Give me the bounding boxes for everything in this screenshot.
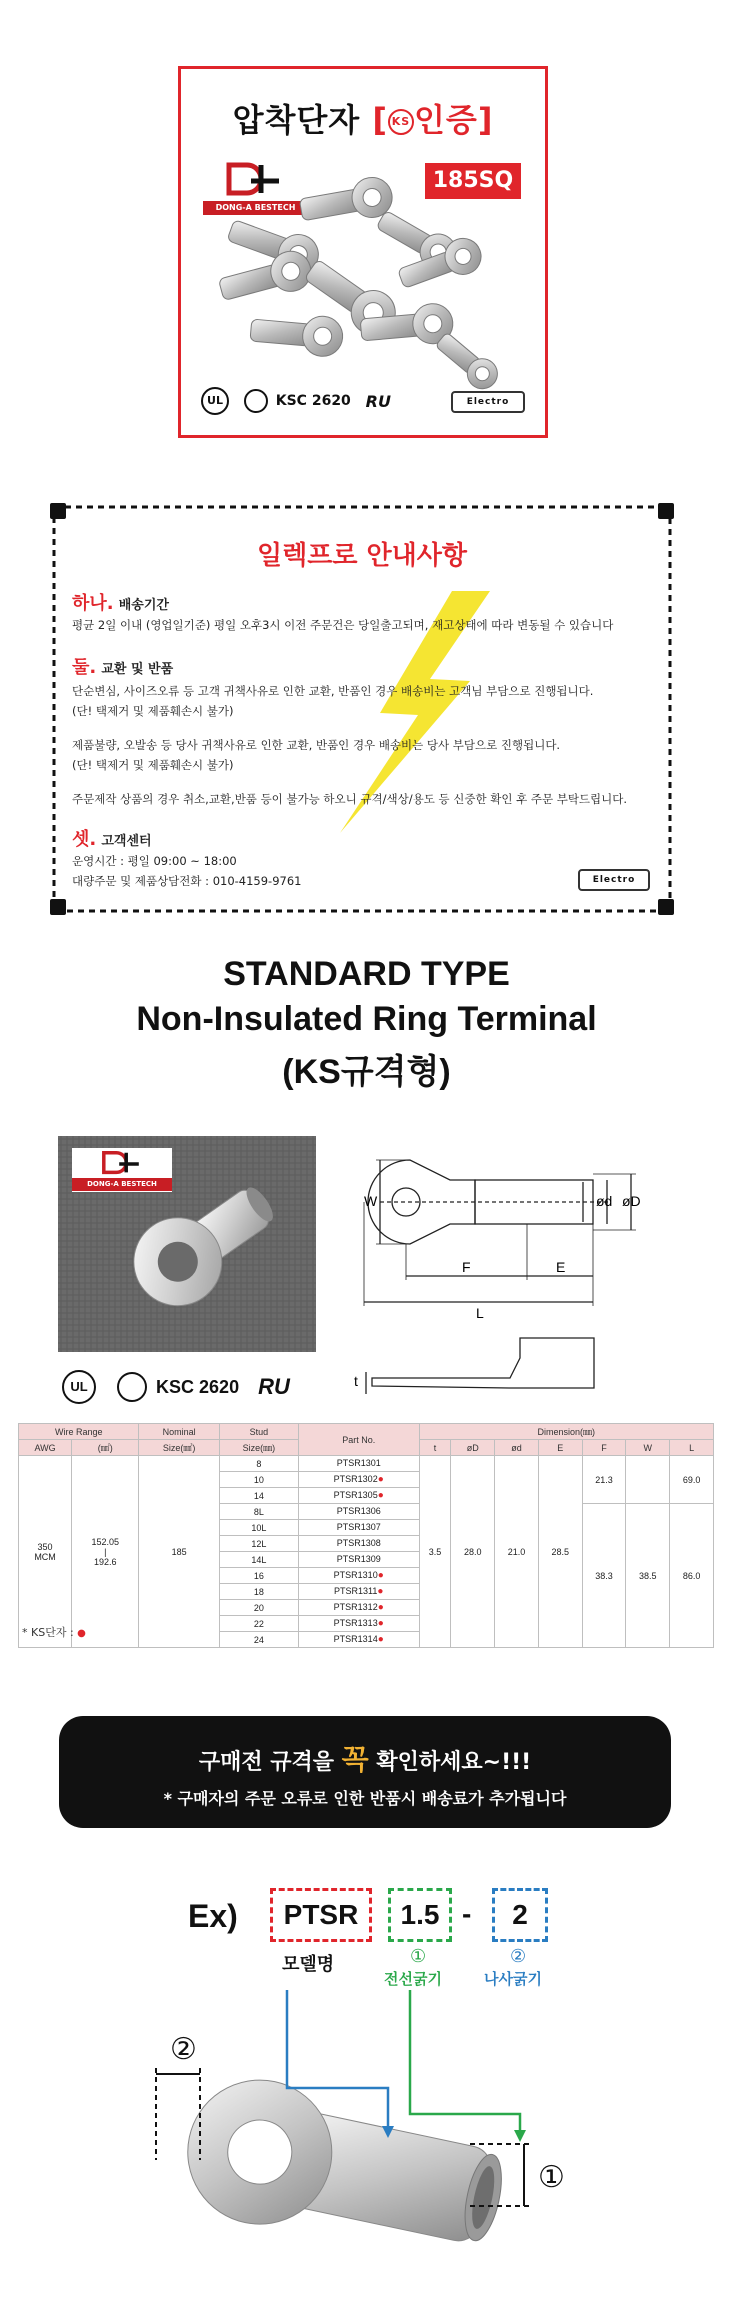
cell-F-2: 38.3: [582, 1504, 626, 1648]
cell-F-1: 21.3: [582, 1456, 626, 1504]
ul-icon: UL: [62, 1370, 96, 1404]
screw-caption: 나사굵기: [484, 1970, 542, 1988]
cell-D: 28.0: [451, 1456, 495, 1648]
electro-battery-tag: Electro: [451, 391, 525, 413]
cell-stud: 24: [219, 1632, 298, 1648]
cell-L-2: 86.0: [670, 1504, 714, 1648]
technical-drawing: [354, 1140, 660, 1410]
product-photo: [58, 1136, 316, 1352]
dim-w-label: W: [364, 1193, 378, 1209]
ks-dot: ●: [377, 1634, 384, 1645]
part-no-text: PTSR1306: [336, 1506, 381, 1516]
section2-line5: 주문제작 상품의 경우 취소,교환,반품 등이 불가능 하오니 규격/색상/용도 등 신중한 확인 후 주문 부탁드립니다.: [72, 792, 628, 806]
cell-stud: 10: [219, 1472, 298, 1488]
heading-ks: (KS규격형): [282, 1053, 451, 1091]
heading-ring-terminal: Non-Insulated Ring Terminal: [136, 1000, 597, 1038]
banner-pre: 구매전 규격을: [198, 1750, 334, 1775]
section3-line1: 운영시간 : 평일 09:00 ~ 18:00: [72, 854, 237, 868]
banner-line2: * 구매자의 주문 오류로 인한 반품시 배송료가 추가됩니다: [163, 1789, 567, 1808]
photo-logo: [72, 1148, 172, 1192]
part-no-text: PTSR1301: [336, 1458, 381, 1468]
cell-stud: 10L: [219, 1520, 298, 1536]
section1-sub: 배송기간: [118, 598, 169, 613]
notice-section-3: [72, 825, 152, 851]
dim-t-label: t: [354, 1373, 358, 1389]
ks-dot: ●: [377, 1570, 384, 1581]
screw-box: 2: [492, 1888, 548, 1942]
cell-part-no: [298, 1488, 419, 1504]
size-badge: 185SQ: [425, 163, 521, 199]
cert-ks-label: KSC 2620: [275, 393, 351, 409]
spec-body: [19, 1456, 714, 1648]
part-no-text: PTSR1314: [333, 1634, 378, 1644]
cell-stud: 14: [219, 1488, 298, 1504]
th-D: øD: [451, 1440, 495, 1456]
section3-head: 셋.: [72, 829, 97, 850]
th-nominal: Nominal: [139, 1424, 219, 1440]
brand-name: DONG-A BESTECH: [203, 201, 308, 215]
section3-line2: 대량주문 및 제품상담전화 : 010-4159-9761: [72, 874, 302, 888]
ex-label: Ex): [188, 1898, 238, 1934]
banner-post: 확인하세요~!!!: [376, 1750, 532, 1775]
cell-part-no: [298, 1456, 419, 1472]
product-cert-ks: KSC 2620: [156, 1376, 240, 1397]
cell-part-no: [298, 1552, 419, 1568]
notice-battery-tag: Electro: [578, 869, 650, 891]
ks-dot: ●: [377, 1490, 384, 1501]
th-E: E: [538, 1440, 582, 1456]
ks-dot: ●: [377, 1474, 384, 1485]
model-caption: 모델명: [282, 1954, 335, 1975]
cell-stud: 20: [219, 1600, 298, 1616]
screw-number: ②: [510, 1946, 527, 1967]
th-part-no: Part No.: [298, 1424, 419, 1456]
ks-dot: ●: [377, 1618, 384, 1629]
th-stud: Stud: [219, 1424, 298, 1440]
product-cert-row: [62, 1370, 290, 1406]
banner-line1: [59, 1738, 671, 1778]
da-logo-icon: [225, 161, 285, 201]
table-row: [19, 1456, 714, 1472]
dim-E-label: E: [556, 1259, 566, 1275]
diameter-marker-2: ②: [170, 2032, 197, 2067]
wire-caption: 전선굵기: [384, 1970, 442, 1988]
cell-part-no: [298, 1616, 419, 1632]
section1-head: 하나.: [72, 593, 114, 614]
ks-icon: [244, 389, 268, 413]
part-no-text: PTSR1302: [333, 1474, 378, 1484]
part-no-text: PTSR1305: [333, 1490, 378, 1500]
th-stud-size: Size(㎜): [219, 1440, 298, 1456]
notice-section-2: [72, 653, 173, 679]
model-box: PTSR: [270, 1888, 372, 1942]
cell-part-no: [298, 1504, 419, 1520]
cell-stud: 16: [219, 1568, 298, 1584]
section2-head: 둘.: [72, 657, 97, 678]
ks-icon: [117, 1372, 147, 1402]
hero-title: [181, 95, 545, 141]
th-d: ød: [495, 1440, 539, 1456]
hero-title-ks: 인증: [413, 101, 478, 139]
ks-dot: ●: [377, 1602, 384, 1613]
cell-stud: 18: [219, 1584, 298, 1600]
cell-W-1: [626, 1456, 670, 1504]
wire-box: 1.5: [388, 1888, 452, 1942]
cell-stud: 14L: [219, 1552, 298, 1568]
cell-part-no: [298, 1568, 419, 1584]
notice-box: [50, 503, 674, 915]
cell-stud: 8: [219, 1456, 298, 1472]
hero-title-main: 압착단자: [232, 101, 361, 139]
cell-mm2: 152.05 | 192.6: [72, 1456, 139, 1648]
th-nominal-size: Size(㎟): [139, 1440, 219, 1456]
hero-bracket-open: [: [372, 101, 388, 139]
spec-table: [18, 1423, 714, 1648]
th-F: F: [582, 1440, 626, 1456]
hero-card: [178, 66, 548, 438]
cell-part-no: [298, 1600, 419, 1616]
cell-stud: 8L: [219, 1504, 298, 1520]
part-no-text: PTSR1312: [333, 1602, 378, 1612]
cell-part-no: [298, 1632, 419, 1648]
section2-line4: (단! 택제거 및 제품훼손시 불가): [72, 758, 234, 772]
th-mm2: (㎟): [72, 1440, 139, 1456]
example-drawing: [140, 1990, 600, 2310]
part-no-text: PTSR1309: [336, 1554, 381, 1564]
cell-d: 21.0: [495, 1456, 539, 1648]
cell-E: 28.5: [538, 1456, 582, 1648]
dim-D-label: øD: [622, 1193, 641, 1209]
part-no-text: PTSR1313: [333, 1618, 378, 1628]
ru-icon: RU: [365, 391, 391, 411]
ks-circle-icon: KS: [388, 109, 414, 135]
cell-W-2: 38.5: [626, 1504, 670, 1648]
part-no-text: PTSR1311: [334, 1586, 378, 1596]
part-no-text: PTSR1308: [336, 1538, 381, 1548]
th-awg: AWG: [19, 1440, 72, 1456]
section2-sub: 교환 및 반품: [101, 662, 174, 677]
ks-note-dot: ●: [77, 1628, 86, 1639]
dim-d-label: ød: [596, 1193, 613, 1209]
notice-section-1: [72, 589, 169, 615]
ex-dash: -: [462, 1898, 472, 1929]
notice-title: 일렉프로 안내사항: [257, 541, 467, 571]
ks-dot: ●: [377, 1586, 384, 1597]
hero-bracket-close: ]: [477, 101, 494, 139]
part-no-text: PTSR1307: [336, 1522, 381, 1532]
th-dimension: Dimension(㎜): [419, 1424, 713, 1440]
section1-line1: 평균 2일 이내 (영업일기준) 평일 오후3시 이전 주문건은 당일출고되며, 재고상태에 따라 변동될 수 있습니다: [72, 618, 614, 632]
cell-awg: 350 MCM: [19, 1456, 72, 1648]
section2-line1: 단순변심, 사이즈오류 등 고객 귀책사유로 인한 교환, 반품인 경우 배송비는 고객님 부담으로 진행됩니다.: [72, 684, 594, 698]
ks-note: [22, 1624, 86, 1640]
th-wire-range: Wire Range: [19, 1424, 139, 1440]
warning-banner: [59, 1716, 671, 1828]
heading-standard-type: STANDARD TYPE: [223, 955, 510, 993]
cell-part-no: [298, 1536, 419, 1552]
section3-sub: 고객센터: [101, 834, 152, 849]
cell-stud: 12L: [219, 1536, 298, 1552]
banner-em: 꼭: [341, 1743, 369, 1776]
ul-icon: UL: [201, 387, 229, 415]
cell-part-no: [298, 1472, 419, 1488]
part-no-text: PTSR1310: [333, 1570, 378, 1580]
th-W: W: [626, 1440, 670, 1456]
ru-icon: RU: [258, 1374, 290, 1399]
cell-part-no: [298, 1520, 419, 1536]
cell-part-no: [298, 1584, 419, 1600]
terminals-photo: [211, 199, 521, 379]
ks-note-label: * KS단자 :: [22, 1626, 74, 1639]
wire-number: ①: [410, 1946, 427, 1967]
diameter-marker-1: ①: [538, 2160, 565, 2195]
section2-line2: (단! 택제거 및 제품훼손시 불가): [72, 704, 234, 718]
photo-brand-name: DONG-A BESTECH: [72, 1178, 172, 1191]
dim-F-label: F: [462, 1259, 471, 1275]
cell-L-1: 69.0: [670, 1456, 714, 1504]
cell-t: 3.5: [419, 1456, 451, 1648]
cell-nominal: 185: [139, 1456, 219, 1648]
cert-row: [201, 387, 391, 417]
dim-L-label: L: [476, 1305, 484, 1321]
th-L: L: [670, 1440, 714, 1456]
th-t: t: [419, 1440, 451, 1456]
da-logo-icon-2: [92, 1150, 152, 1178]
section2-line3: 제품불량, 오발송 등 당사 귀책사유로 인한 교환, 반품인 경우 배송비는 당사 부담으로 진행됩니다.: [72, 738, 561, 752]
cell-stud: 22: [219, 1616, 298, 1632]
